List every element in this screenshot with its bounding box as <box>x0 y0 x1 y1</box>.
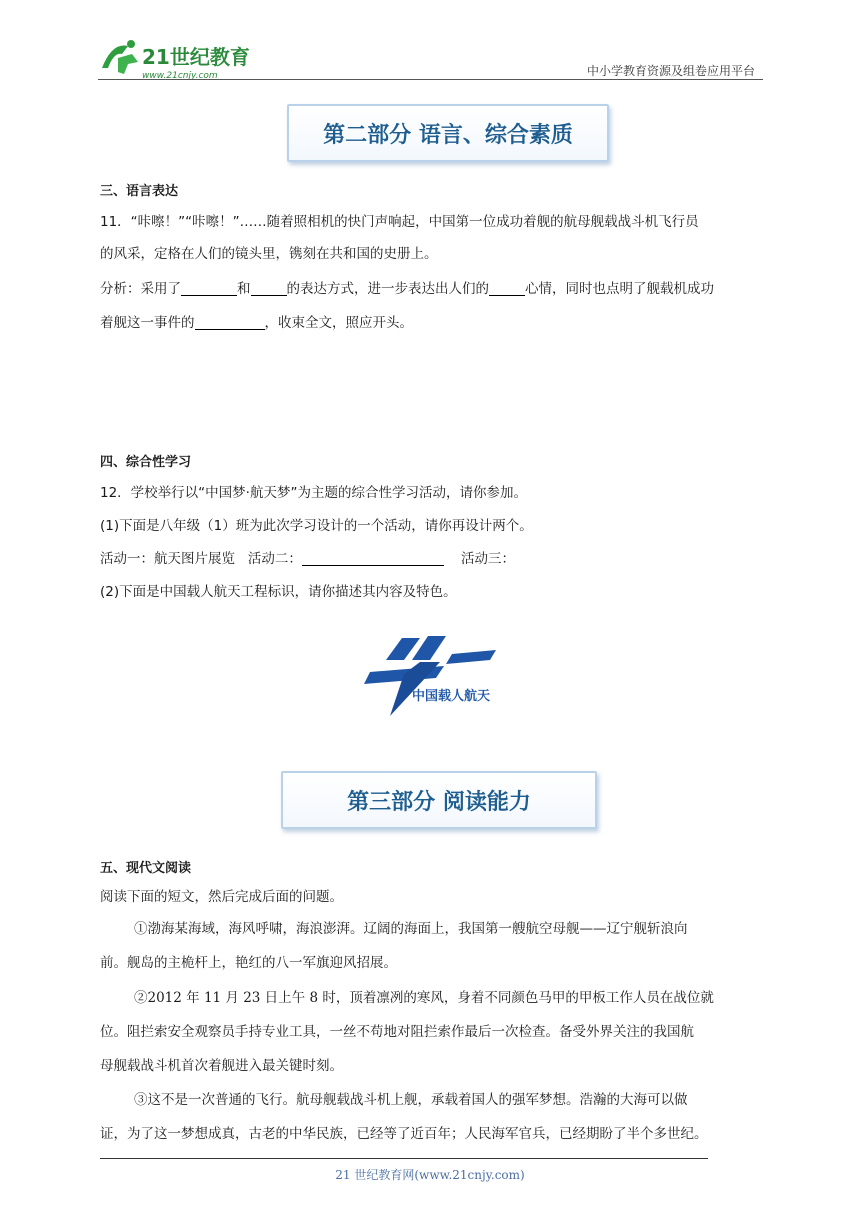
svg-text:21世纪教育: 21世纪教育 <box>142 45 250 69</box>
section4-heading: 四、综合性学习 <box>100 455 192 470</box>
analysis-text: ，收束全文，照应开头。 <box>264 315 413 331</box>
analysis-text: 着舰这一事件的 <box>100 315 195 331</box>
activity-two-label: 活动二： <box>247 551 302 567</box>
header-divider <box>98 79 763 80</box>
manned-space-emblem <box>360 628 510 728</box>
section5-heading: 五、现代文阅读 <box>100 861 192 876</box>
analysis-text: 的表达方式，进一步表达出人们的 <box>286 281 489 297</box>
page-footer: 21 世纪教育网(www.21cnjy.com) <box>335 1168 525 1182</box>
paragraph-1-line1: ①渤海某海域，海风呼啸，海浪澎湃。辽阔的海面上，我国第一艘航空母舰——辽宁舰斩浪向 <box>134 921 688 937</box>
q11-text-line2: 的风采，定格在人们的镜头里，镌刻在共和国的史册上。 <box>100 246 438 262</box>
analysis-line1 <box>100 277 714 297</box>
page-header <box>98 32 763 82</box>
activity-three-label: 活动三： <box>461 551 516 567</box>
q12-activities <box>100 547 515 567</box>
activity-one: 活动一：航天图片展览 <box>100 551 235 567</box>
part3-title: 第三部分 阅读能力 <box>281 771 597 829</box>
platform-name: 中小学教育资源及组卷应用平台 <box>586 64 755 78</box>
answer-blank[interactable] <box>251 281 287 296</box>
part2-title: 第二部分 语言、综合素质 <box>287 104 609 162</box>
answer-blank[interactable] <box>181 281 237 296</box>
section3-heading: 三、语言表达 <box>100 184 179 199</box>
paragraph-2-line1: ②2012 年 11 月 23 日上午 8 时，顶着凛冽的寒风，身着不同颜色马甲的甲板工作人员在战位就 <box>134 990 714 1006</box>
analysis-text: 心情，同时也点明了舰载机成功 <box>525 281 714 297</box>
paragraph-3-line2: 证，为了这一梦想成真，古老的中华民族，已经等了近百年；人民海军官兵，已经期盼了半个多世纪。 <box>100 1126 708 1142</box>
analysis-line2 <box>100 311 413 331</box>
analysis-text: 分析：采用了 <box>100 281 181 297</box>
emblem-label: 中国载人航天 <box>412 689 491 704</box>
q11-text-line1: 11．“咔嚓！”“咔嚓！”……随着照相机的快门声响起，中国第一位成功着舰的航母舰载战斗机飞行员 <box>100 214 699 230</box>
answer-blank[interactable] <box>195 315 265 330</box>
q12-sub1: (1)下面是八年级（1）班为此次学习设计的一个活动，请你再设计两个。 <box>100 518 533 534</box>
site-logo <box>98 38 258 82</box>
paragraph-1-line2: 前。舰岛的主桅杆上，艳红的八一军旗迎风招展。 <box>100 955 397 971</box>
footer-divider <box>100 1158 708 1159</box>
activity-two-blank[interactable] <box>302 551 444 566</box>
q12-sub2: (2)下面是中国载人航天工程标识，请你描述其内容及特色。 <box>100 584 457 600</box>
analysis-text: 和 <box>237 281 251 297</box>
svg-text:www.21cnjy.com: www.21cnjy.com <box>142 71 218 81</box>
reading-intro: 阅读下面的短文，然后完成后面的问题。 <box>100 889 343 905</box>
paragraph-2-line2: 位。阻拦索安全观察员手持专业工具，一丝不苟地对阻拦索作最后一次检查。备受外界关注的我国航 <box>100 1024 694 1040</box>
paragraph-3-line1: ③这不是一次普通的飞行。航母舰载战斗机上舰，承载着国人的强军梦想。浩瀚的大海可以做 <box>134 1092 688 1108</box>
q12-text: 12．学校举行以“中国梦·航天梦”为主题的综合性学习活动，请你参加。 <box>100 485 527 501</box>
paragraph-2-line3: 母舰载战斗机首次着舰进入最关键时刻。 <box>100 1058 343 1074</box>
answer-blank[interactable] <box>489 281 525 296</box>
